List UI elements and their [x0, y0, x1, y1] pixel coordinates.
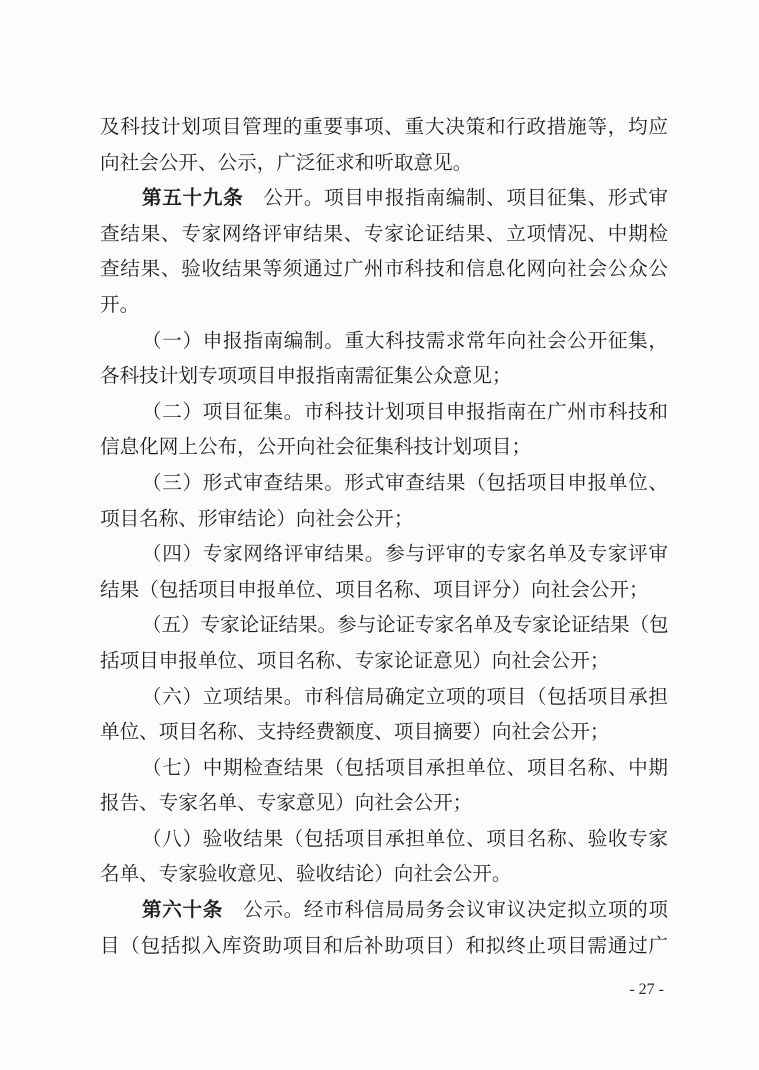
- text-line: 项目名称、形审结论）向社会公开；: [100, 506, 414, 530]
- text-line: 查结果、专家网络评审结果、专家论证结果、立项情况、中期检: [100, 221, 668, 245]
- text-line: （五）专家论证结果。参与论证专家名单及专家论证结果（包: [142, 613, 668, 637]
- text-line: 报告、专家名单、专家意见）向社会公开；: [100, 791, 473, 815]
- text-line: （三）形式审查结果。形式审查结果（包括项目申报单位、: [142, 470, 668, 494]
- article-59-heading: 第五十九条: [142, 186, 244, 210]
- text-line: 单位、项目名称、支持经费额度、项目摘要）向社会公开；: [100, 720, 610, 744]
- text-line: 查结果、验收结果等须通过广州市科技和信息化网向社会公众公: [100, 257, 668, 281]
- text-line: 各科技计划专项项目申报指南需征集公众意见；: [100, 364, 512, 388]
- text-line: 向社会公开、公示，广泛征求和听取意见。: [100, 150, 473, 174]
- text-line: （七）中期检查结果（包括项目承担单位、项目名称、中期: [142, 755, 668, 779]
- list-item-6: [100, 679, 668, 750]
- article-60-first-line: [100, 892, 668, 928]
- list-item-8: [100, 821, 668, 892]
- list-item-5: [100, 607, 668, 678]
- article-59-first-line: [100, 180, 668, 216]
- article-59-lead-text: 公开。项目申报指南编制、项目征集、形式审: [263, 186, 669, 210]
- text-line: 名单、专家验收意见、验收结论）向社会公开。: [100, 862, 512, 886]
- text-line: （二）项目征集。市科技计划项目申报指南在广州市科技和: [142, 399, 668, 423]
- list-item-7: [100, 750, 668, 821]
- text-line: 结果（包括项目申报单位、项目名称、项目评分）向社会公开；: [100, 577, 649, 601]
- document-body: [100, 109, 668, 963]
- text-line: （六）立项结果。市科信局确定立项的项目（包括项目承担: [142, 684, 668, 708]
- text-line: 括项目申报单位、项目名称、专家论证意见）向社会公开；: [100, 648, 610, 672]
- list-item-4: [100, 536, 668, 607]
- article-60-heading: 第六十条: [142, 898, 224, 922]
- text-line: （四）专家网络评审结果。参与评审的专家名单及专家评审: [142, 542, 668, 566]
- text-line: 目（包括拟入库资助项目和后补助项目）和拟终止项目需通过广: [100, 933, 668, 957]
- text-line: 信息化网上公布，公开向社会征集科技计划项目；: [100, 435, 532, 459]
- intro-paragraph: [100, 109, 668, 180]
- list-item-1: [100, 323, 668, 394]
- list-item-3: [100, 465, 668, 536]
- text-line: 开。: [100, 292, 140, 316]
- article-59-paragraph: [100, 180, 668, 322]
- article-60-paragraph: [100, 892, 668, 963]
- list-item-2: [100, 394, 668, 465]
- text-line: 及科技计划项目管理的重要事项、重大决策和行政措施等，均应: [100, 115, 668, 138]
- article-60-lead-text: 公示。经市科信局局务会议审议决定拟立项的项: [243, 898, 669, 922]
- text-line: （一）申报指南编制。重大科技需求常年向社会公开征集，: [142, 328, 668, 352]
- page-number: - 27 -: [629, 981, 664, 998]
- text-line: （八）验收结果（包括项目承担单位、项目名称、验收专家: [142, 826, 668, 850]
